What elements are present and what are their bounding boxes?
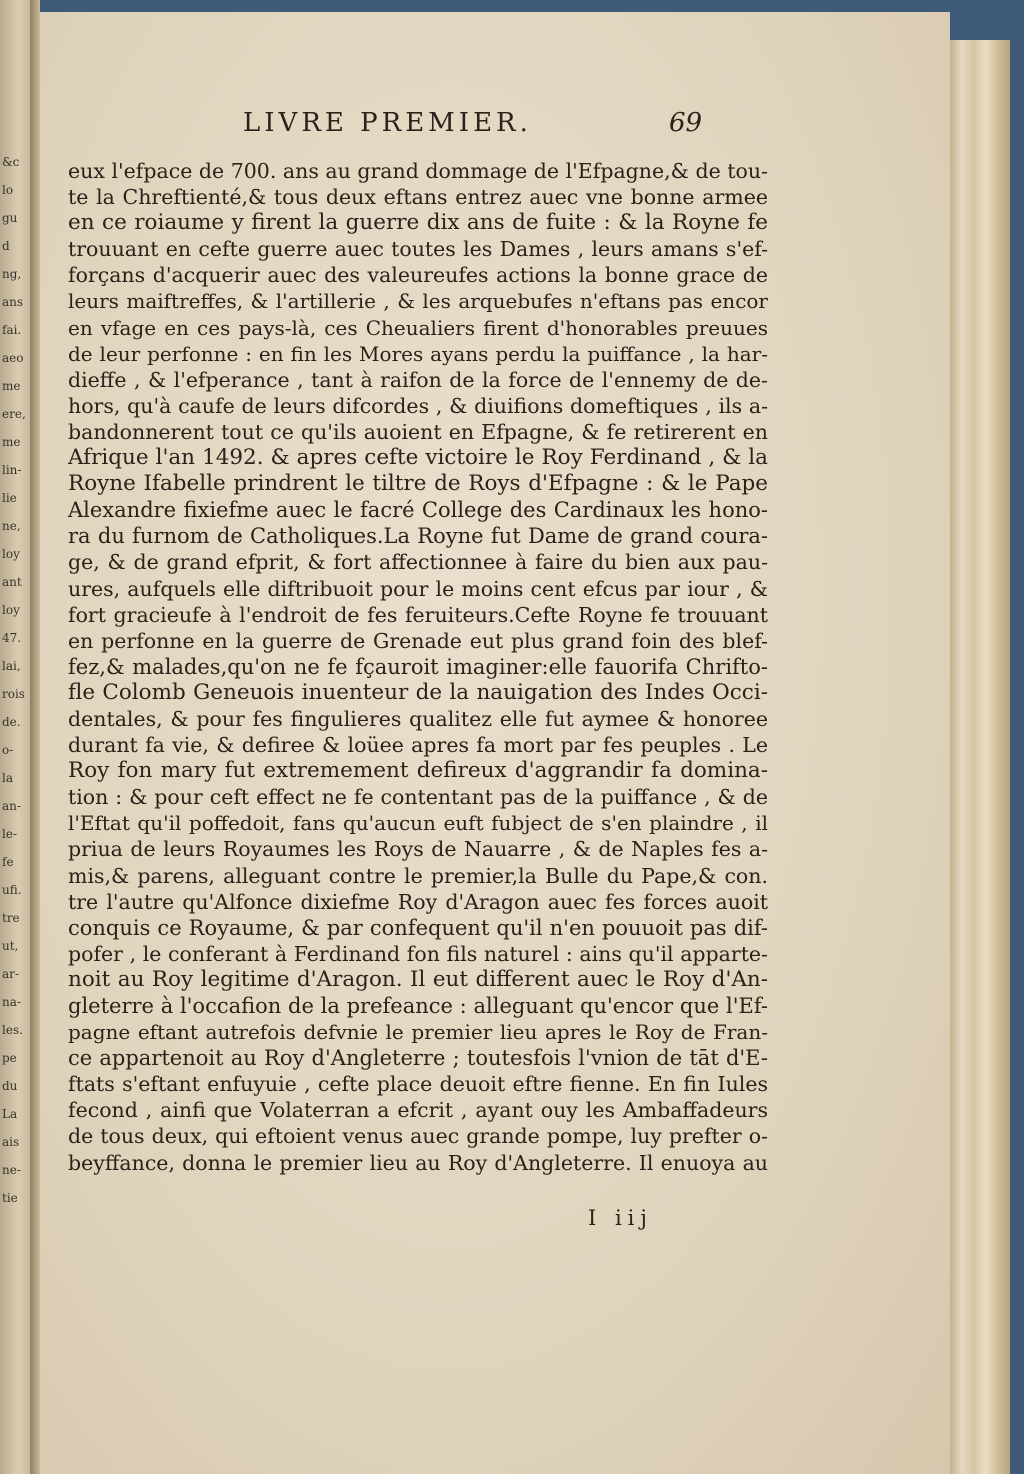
facing-page-fragment: ufi. bbox=[2, 883, 22, 897]
facing-page-edge bbox=[0, 0, 30, 1474]
body-text bbox=[68, 158, 768, 1176]
facing-page-fragment: ans bbox=[2, 295, 24, 309]
text-line: durant fa vie, & defiree & loüee apres fa mort par fes peuples . Le bbox=[68, 733, 768, 758]
facing-page-fragment: ant bbox=[2, 575, 22, 589]
text-line: hors, qu'à caufe de leurs difcordes , & diuifions domeftiques , ils a- bbox=[68, 393, 768, 418]
text-line: gleterre à l'occafion de la prefeance : alleguant qu'encor que l'Ef- bbox=[68, 994, 768, 1018]
facing-page-fragment: tre bbox=[2, 911, 20, 925]
text-line: mis,& parens, alleguant contre le premier,la Bulle du Pape,& con. bbox=[68, 863, 768, 888]
text-line: ures, aufquels elle diftribuoit pour le moins cent efcus par iour , & bbox=[68, 576, 768, 601]
text-line: leurs maiftreffes, & l'artillerie , & les arquebufes n'eftans pas encor bbox=[68, 289, 768, 314]
facing-page-fragment: 47. bbox=[2, 631, 22, 645]
facing-page-fragment: ne, bbox=[2, 519, 21, 533]
text-line: ftats s'eftant enfuyuie , cefte place deuoit eftre fienne. En fin Iules bbox=[68, 1072, 768, 1097]
facing-page-fragment: &c bbox=[2, 155, 20, 169]
text-line: te la Chreftienté,& tous deux eftans entrez auec vne bonne armee bbox=[68, 185, 768, 210]
book-gutter bbox=[30, 0, 40, 1474]
facing-page-fragment: o- bbox=[2, 743, 14, 757]
facing-page-fragment: fai. bbox=[2, 323, 22, 337]
facing-page-fragment: les. bbox=[2, 1023, 23, 1037]
text-line: Royne Ifabelle prindrent le tiltre de Roys d'Efpagne : & le Pape bbox=[68, 471, 768, 497]
facing-page-fragment: an- bbox=[2, 799, 21, 813]
text-line: fecond , ainfi que Volaterran a efcrit , ayant ouy les Ambaffadeurs bbox=[68, 1098, 768, 1123]
text-line: ra du furnom de Catholiques.La Royne fut Dame de grand coura- bbox=[68, 524, 768, 549]
page-number: 69 bbox=[669, 108, 703, 138]
page-header bbox=[40, 108, 950, 148]
facing-page-fragment: lai, bbox=[2, 659, 21, 673]
text-line: beyffance, donna le premier lieu au Roy d'Angleterre. Il enuoya au bbox=[68, 1150, 768, 1175]
text-line: fort gracieufe à l'endroit de fes feruiteurs.Cefte Royne fe trouuant bbox=[68, 602, 768, 627]
facing-page-fragment: lie bbox=[2, 491, 17, 505]
facing-page-fragment: gu bbox=[2, 211, 18, 225]
facing-page-fragment: d bbox=[2, 239, 10, 253]
text-line: ce appartenoit au Roy d'Angleterre ; toutesfois l'vnion de tāt d'E- bbox=[68, 1046, 768, 1071]
facing-page-fragment: La bbox=[2, 1107, 18, 1121]
text-line: Roy fon mary fut extremement defireux d'aggrandir fa domina- bbox=[68, 758, 768, 784]
facing-page-fragment: le- bbox=[2, 827, 17, 841]
facing-page-fragment: la bbox=[2, 771, 13, 785]
text-line: en vfage en ces pays-là, ces Cheualiers firent d'honorables preuues bbox=[68, 315, 768, 340]
text-line: bandonnerent tout ce qu'ils auoient en Efpagne, & fe retirerent en bbox=[68, 419, 768, 444]
facing-page-fragment: fe bbox=[2, 855, 14, 869]
facing-page-fragment: loy bbox=[2, 603, 20, 617]
facing-page-fragment: ere, bbox=[2, 407, 26, 421]
facing-page-fragment: du bbox=[2, 1079, 18, 1093]
facing-page-fragment: me bbox=[2, 435, 21, 449]
text-line: pofer , le conferant à Ferdinand fon fils naturel : ains qu'il apparte- bbox=[68, 941, 768, 966]
text-line: forçans d'acquerir auec des valeureufes actions la bonne grace de bbox=[68, 263, 768, 288]
text-line: dentales, & pour fes fingulieres qualitez elle fut aymee & honoree bbox=[68, 706, 768, 731]
text-line: ge, & de grand efprit, & fort affectionnee à faire du bien aux pau- bbox=[68, 550, 768, 575]
text-line: noit au Roy legitime d'Aragon. Il eut different auec le Roy d'An- bbox=[68, 966, 768, 992]
text-line: Afrique l'an 1492. & apres cefte victoire le Roy Ferdinand , & la bbox=[68, 445, 768, 471]
signature-mark: I iij bbox=[588, 1206, 653, 1230]
facing-page-fragment: tie bbox=[2, 1191, 18, 1205]
text-line: dieffe , & l'efperance , tant à raifon de la force de l'ennemy de de- bbox=[68, 367, 768, 392]
page-stack-edge bbox=[950, 40, 1010, 1474]
text-line: de tous deux, qui eftoient venus auec grande pompe, luy prefter o- bbox=[68, 1124, 768, 1149]
text-line: en ce roiaume y firent la guerre dix ans de fuite : & la Royne fe bbox=[68, 210, 768, 236]
text-line: fle Colomb Geneuois inuenteur de la nauigation des Indes Occi- bbox=[68, 679, 768, 705]
facing-page-fragment: lin- bbox=[2, 463, 22, 477]
text-line: eux l'efpace de 700. ans au grand dommage de l'Efpagne,& de tou- bbox=[68, 159, 768, 183]
text-line: Alexandre fixiefme auec le facré College des Cardinaux les hono- bbox=[68, 498, 768, 523]
text-line: trouuant en cefte guerre auec toutes les Dames , leurs amans s'ef- bbox=[68, 237, 768, 262]
text-line: en perfonne en la guerre de Grenade eut plus grand foin des blef- bbox=[68, 628, 768, 653]
text-line: de leur perfonne : en fin les Mores ayans perdu la puiffance , la har- bbox=[68, 341, 768, 366]
facing-page-fragment: ais bbox=[2, 1135, 20, 1149]
running-head: LIVRE PREMIER. bbox=[243, 108, 532, 138]
facing-page-fragment: pe bbox=[2, 1051, 17, 1065]
facing-page-fragment: na- bbox=[2, 995, 21, 1009]
facing-page-fragment: de. bbox=[2, 715, 21, 729]
text-line: fez,& malades,qu'on ne fe fçauroit imaginer:elle fauorifa Chrifto- bbox=[68, 654, 768, 679]
text-line: tion : & pour ceft effect ne fe contentant pas de la puiffance , & de bbox=[68, 785, 768, 810]
facing-page-fragment: ut, bbox=[2, 939, 19, 953]
facing-page-fragment: me bbox=[2, 379, 21, 393]
text-line: pagne eftant autrefois defvnie le premier lieu apres le Roy de Fran- bbox=[68, 1020, 768, 1045]
facing-page-fragment: rois bbox=[2, 687, 25, 701]
text-line: priua de leurs Royaumes les Roys de Nauarre , & de Naples fes a- bbox=[68, 837, 768, 862]
text-line: tre l'autre qu'Alfonce dixiefme Roy d'Aragon auec fes forces auoit bbox=[68, 889, 768, 914]
facing-page-fragment: ng, bbox=[2, 267, 22, 281]
text-line: conquis ce Royaume, & par confequent qu'il n'en pouuoit pas dif- bbox=[68, 915, 768, 940]
text-line: l'Eftat qu'il poffedoit, fans qu'aucun euft fubject de s'en plaindre , il bbox=[68, 811, 768, 836]
facing-page-fragment: ar- bbox=[2, 967, 19, 981]
facing-page-fragment: aeo bbox=[2, 351, 24, 365]
facing-page-fragment: ne- bbox=[2, 1163, 21, 1177]
facing-page-fragment: lo bbox=[2, 183, 14, 197]
facing-page-fragment: loy bbox=[2, 547, 20, 561]
